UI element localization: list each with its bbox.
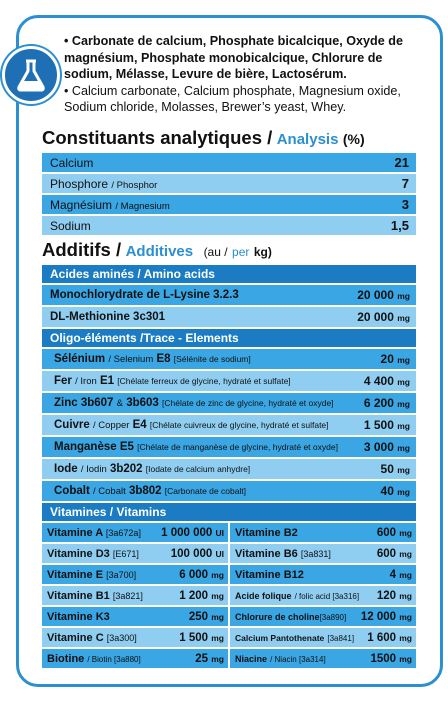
- amino-name: Monochlorydrate de L-Lysine 3.2.3: [50, 289, 239, 301]
- vitamin-code: / Niacin [3a314]: [270, 654, 326, 664]
- trace-unit: mg: [397, 443, 410, 453]
- trace-code: E8: [156, 353, 171, 365]
- trace-code: E5: [119, 441, 134, 453]
- trace-note: [Carbonate de cobalt]: [164, 486, 247, 496]
- vitamin-value: 1500: [370, 652, 397, 665]
- analysis-name: Magnésium: [50, 197, 113, 212]
- trace-name: Manganèse: [54, 441, 117, 453]
- trace-note: [Chélate de manganèse de glycine, hydraté et oxyde]: [137, 442, 338, 452]
- trace-name: Iode: [54, 463, 78, 475]
- vitamin-name: Vitamine K3: [47, 610, 110, 623]
- vitamin-name: Acide folique: [235, 590, 292, 601]
- vitamin-value: 600: [376, 526, 397, 539]
- vitamin-unit: mg: [211, 569, 224, 580]
- trace-name: Cuivre: [54, 419, 90, 431]
- vitamin-name: Vitamine B1: [47, 589, 110, 602]
- analysis-row: [42, 174, 416, 193]
- analysis-name: Sodium: [50, 218, 91, 233]
- analysis-name: Phosphore: [50, 176, 109, 191]
- vitamin-unit: mg: [211, 611, 224, 622]
- vitamin-row: [42, 523, 228, 542]
- trace-name: Fer: [54, 375, 72, 387]
- trace-row: [42, 437, 416, 457]
- vitamins-right-column: [230, 523, 416, 670]
- vitamin-name: Vitamine B2: [235, 526, 298, 539]
- vitamin-unit: UI: [215, 527, 224, 538]
- vitamin-value: 120: [376, 589, 397, 602]
- ingredients-fr: • Carbonate de calcium, Phosphate bicalcique, Oxyde de magnésium, Phosphate monobicalcique, Chlorure de sodium, Mélasse, Levure de bière, Lactosérum.: [64, 34, 403, 81]
- trace-note: [Iodate de calcium anhydre]: [145, 464, 251, 474]
- vitamin-row: [42, 544, 228, 563]
- trace-header: Oligo-éléments /Trace - Elements: [42, 329, 416, 347]
- vitamin-value: 100 000: [170, 547, 213, 560]
- vitamin-row: [42, 628, 228, 647]
- trace-value: 50: [380, 462, 394, 476]
- analysis-table: [42, 153, 416, 237]
- vitamin-value: 25: [195, 652, 209, 665]
- trace-unit: mg: [397, 355, 410, 365]
- analysis-title-en: Analysis: [276, 131, 339, 148]
- trace-name-en: &: [116, 398, 123, 409]
- analysis-name-en: / Phosphor: [111, 179, 158, 191]
- trace-value: 20: [380, 352, 394, 366]
- vitamin-row: [230, 607, 416, 626]
- ingredients-en: • Calcium carbonate, Calcium phosphate, Magnesium oxide, Sodium chloride, Molasses, Brewer’s yeast, Whey.: [64, 83, 401, 114]
- trace-unit: mg: [397, 465, 410, 475]
- vitamin-row: [230, 544, 416, 563]
- amino-header: Acides aminés / Amino acids: [42, 265, 416, 283]
- vitamin-row: [42, 586, 228, 605]
- trace-name-en: / Copper: [93, 420, 130, 431]
- vitamin-name: Calcium Pantothenate: [235, 632, 325, 643]
- additives-title-en: Additives: [125, 243, 194, 260]
- analysis-row: [42, 153, 416, 172]
- trace-note: [Chélate de zinc de glycine, hydraté et oxyde]: [162, 398, 334, 408]
- trace-row: [42, 459, 416, 479]
- vitamin-row: [42, 607, 228, 626]
- vitamin-value: 6 000: [179, 568, 209, 581]
- vitamin-name: Biotine: [47, 652, 85, 665]
- analysis-value: 3: [401, 197, 409, 212]
- trace-row: [42, 371, 416, 391]
- vitamin-name: Vitamine E: [47, 568, 104, 581]
- vitamin-unit: UI: [215, 548, 224, 559]
- trace-unit: mg: [397, 421, 410, 431]
- vitamin-row: [230, 586, 416, 605]
- vitamin-value: 600: [376, 547, 397, 560]
- vitamin-unit: mg: [399, 653, 412, 664]
- analysis-unit: (%): [342, 131, 365, 147]
- additives-title: [42, 239, 272, 261]
- trace-note: [Chélate cuivreux de glycine, hydraté et sulfate]: [149, 420, 329, 430]
- trace-note: [Sélénite de sodium]: [173, 354, 251, 364]
- analysis-row: [42, 195, 416, 214]
- trace-value: 6 200: [363, 396, 394, 410]
- vitamin-name: Vitamine B12: [235, 568, 304, 581]
- vitamin-code: [3a890]: [319, 612, 347, 622]
- vitamin-name: Vitamine D3: [47, 547, 110, 560]
- vitamin-code: / Biotin [3a880]: [87, 654, 141, 664]
- analysis-title-fr: Constituants analytiques /: [42, 127, 273, 148]
- amino-unit: mg: [397, 313, 410, 323]
- trace-row: [42, 349, 416, 369]
- vitamin-unit: mg: [399, 527, 412, 538]
- lab-flask-icon: [2, 46, 60, 104]
- vitamin-unit: mg: [399, 590, 412, 601]
- trace-note: [Chélate ferreux de glycine, hydraté et sulfate]: [117, 376, 291, 386]
- trace-name: Cobalt: [54, 485, 90, 497]
- vitamin-row: [230, 628, 416, 647]
- vitamin-name: Vitamine A: [47, 526, 103, 539]
- additives-unit-open: (au /: [203, 245, 228, 259]
- vitamin-value: 1 600: [367, 631, 397, 644]
- vitamin-value: 250: [188, 610, 209, 623]
- amino-value: 20 000: [357, 288, 394, 302]
- vitamins-header: Vitamines / Vitamins: [42, 503, 416, 521]
- trace-unit: mg: [397, 399, 410, 409]
- trace-code: E1: [99, 375, 115, 387]
- trace-name: Sélénium: [54, 353, 106, 365]
- trace-row: [42, 415, 416, 435]
- vitamin-unit: mg: [399, 632, 412, 643]
- vitamin-row: [42, 565, 228, 584]
- vitamins-left-column: [42, 523, 228, 670]
- trace-value: 40: [380, 484, 394, 498]
- trace-name-en: / Iodin: [80, 464, 107, 475]
- analysis-name-en: / Magnesium: [115, 200, 170, 212]
- analysis-value: 21: [394, 155, 409, 170]
- analysis-row: [42, 216, 416, 235]
- vitamin-row: [230, 565, 416, 584]
- vitamin-name: Chlorure de choline: [235, 611, 320, 622]
- trace-row: [42, 393, 416, 413]
- vitamin-code: / folic acid [3a316]: [294, 591, 360, 601]
- vitamin-code: [3a821]: [112, 590, 143, 601]
- trace-unit: mg: [397, 377, 410, 387]
- vitamin-code: [3a700]: [106, 569, 137, 580]
- trace-name: Zinc 3b607: [54, 397, 114, 409]
- vitamin-value: 12 000: [360, 610, 397, 623]
- ingredients-text: [64, 33, 430, 116]
- vitamin-value: 1 000 000: [161, 526, 213, 539]
- vitamin-row: [230, 523, 416, 542]
- vitamins-grid: [42, 523, 416, 670]
- vitamin-name: Vitamine C: [47, 631, 104, 644]
- trace-unit: mg: [397, 487, 410, 497]
- analysis-value: 7: [401, 176, 409, 191]
- vitamin-code: [3a841]: [327, 633, 355, 643]
- vitamin-unit: mg: [211, 590, 224, 601]
- vitamin-unit: mg: [399, 611, 412, 622]
- trace-name-en: / Cobalt: [92, 486, 126, 497]
- additives-unit-close: kg): [253, 245, 272, 259]
- trace-code: 3b802: [128, 485, 162, 497]
- amino-value: 20 000: [357, 310, 394, 324]
- vitamin-value: 1 200: [179, 589, 209, 602]
- vitamin-value: 4: [389, 568, 397, 581]
- vitamin-code: [3a831]: [300, 548, 331, 559]
- trace-name-en: / Iron: [75, 376, 97, 387]
- trace-row: [42, 481, 416, 501]
- additives-table: [42, 265, 416, 670]
- amino-unit: mg: [397, 291, 410, 301]
- vitamin-unit: mg: [399, 569, 412, 580]
- amino-row: [42, 285, 416, 305]
- trace-name-en: / Selenium: [108, 354, 154, 365]
- analysis-name: Calcium: [50, 155, 94, 170]
- additives-title-fr: Additifs /: [42, 239, 122, 260]
- vitamin-row: [42, 649, 228, 668]
- trace-code: E4: [132, 419, 147, 431]
- vitamin-name: Niacine: [235, 653, 268, 664]
- vitamin-row: [230, 649, 416, 668]
- trace-value: 3 000: [363, 440, 394, 454]
- trace-code: 3b603: [126, 397, 159, 409]
- analysis-title: [42, 127, 365, 149]
- analysis-value: 1,5: [390, 218, 409, 233]
- vitamin-unit: mg: [399, 548, 412, 559]
- vitamin-unit: mg: [211, 653, 224, 664]
- amino-row: [42, 307, 416, 327]
- vitamin-unit: mg: [211, 632, 224, 643]
- trace-value: 4 400: [363, 374, 394, 388]
- trace-value: 1 500: [363, 418, 394, 432]
- vitamin-value: 1 500: [179, 631, 209, 644]
- additives-unit-per: per: [232, 245, 250, 259]
- amino-name: DL-Methionine 3c301: [50, 311, 166, 323]
- trace-code: 3b202: [109, 463, 143, 475]
- vitamin-code: [3a300]: [106, 632, 137, 643]
- vitamin-name: Vitamine B6: [235, 547, 298, 560]
- vitamin-code: [3a672a]: [105, 527, 141, 538]
- vitamin-code: [E671]: [112, 548, 139, 559]
